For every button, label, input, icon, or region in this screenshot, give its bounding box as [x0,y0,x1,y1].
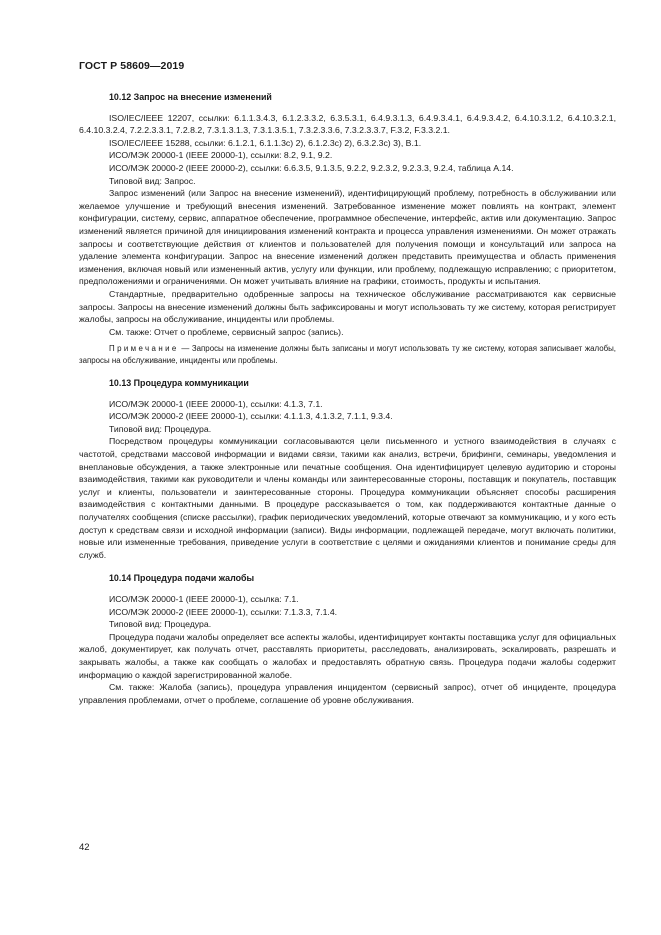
reference-line: ИСО/МЭК 20000-2 (IEEE 20000-2), ссылки: 6.6.3.5, 9.1.3.5, 9.2.2, 9.2.3.2, 9.2.3.3, 9.2.4, таблица A.14. [109,162,514,173]
body-paragraph: Посредством процедуры коммуникации согласовываются цели письменного и устного взаимодействия в случаях с частотой, средствами массовой информации и видами связи, такими как анализ, встречи, брифинги, семинары, уведомления и внеплановые обсуждения, а также электронные или печатные сообщения. Она идентифицирует целевую аудиторию и стороны взаимодействия, такими как руководители и члены команды или заинтересованные стороны, поставщик и покупатель, поставщик услуг и клиенты, пользователи и заинтересованные стороны. Процедура коммуникации объясняет способы расширения взаимодействия с контактными данными. В процедуре рассказывается о том, как поддерживаются контактные данные о получателях сообщения (списке рассылки), график периодических уведомлений, которые отвечают за коммуникацию, и у кого есть доступ к средствам связи и исходной информации (записи). Виды информации, подлежащей передаче, могут включать политики, новые или измененные требования, приведение услуги в соответствие с целями и ожиданиями клиентов и понимание среды для служб. [79,436,616,560]
section-10-13 [79,377,616,561]
reference-line: ISO/IEC/IEEE 15288, ссылки: 6.1.2.1, 6.1.1.3c) 2), 6.1.2.3c) 2), 6.3.2.3c) 3), B.1. [109,137,422,148]
reference-line: ИСО/МЭК 20000-1 (IEEE 20000-1), ссылки: 4.1.3, 7.1. [109,398,323,409]
document-body [79,91,616,706]
see-also-line: См. также: Отчет о проблеме, сервисный запрос (запись). [109,326,344,337]
section-heading: 10.12 Запрос на внесение изменений [109,92,272,102]
page-number: 42 [79,842,90,853]
reference-line: ИСО/МЭК 20000-1 (IEEE 20000-1), ссылки: 8.2, 9.1, 9.2. [109,150,333,161]
note-text: — Запросы на изменение должны быть записаны и могут использовать ту же систему, которая записывает жалобы, запросы на обслуживание, инциденты или проблемы. [79,344,616,365]
section-10-14 [79,572,616,706]
see-also-line: См. также: Жалоба (запись), процедура управления инцидентом (сервисный запрос), отчет об инциденте, процедура управления проблемами, отчет о проблеме, соглашение об уровне обслуживания. [79,682,616,705]
section-10-12 [79,91,616,366]
reference-line: ИСО/МЭК 20000-2 (IEEE 20000-1), ссылки: 7.1.3.3, 7.1.4. [109,606,338,617]
typical-view-line: Типовой вид: Запрос. [109,175,196,186]
section-heading: 10.13 Процедура коммуникации [109,378,249,389]
standard-id-header: ГОСТ Р 58609—2019 [79,60,185,72]
body-paragraph: Стандартные, предварительно одобренные запросы на техническое обслуживание рассматриваются как сервисные запросы. Запросы на внесение изменений должны быть зафиксированы и могут использовать ту же систему, которая регистрирует жалобы, запросы на обслуживание, инциденты или проблемы. [79,288,616,325]
note-label: Примечание [109,344,179,354]
reference-line: ISO/IEC/IEEE 12207, ссылки: 6.1.1.3.4.3, 6.1.2.3.3.2, 6.3.5.3.1, 6.4.9.3.1.3, 6.4.9.3.4.1, 6.4.9.3.4.2, 6.4.10.3.1.2, 6.4.10.3.2.1, 6.4.10.3.2.4, 7.2.2.3.3.1, 7.2.8.2, 7.3.1.3.1.3, 7.3.1.3.5.1, 7.3.2.3.3.6, 7.3.2.3.3.7, F.3.2, F.3.3.2.1. [79,112,616,136]
body-paragraph: Запрос изменений (или Запрос на внесение изменений), идентифицирующий проблему, потребность в обслуживании или желаемое улучшение и требующий внесения изменений. Затребованное изменение может повлиять на контракт, элемент конфигурации, систему, сервис, аппаратное обеспечение, программное обеспечение, интерфейс, актив или документацию. Запрос изменений является причиной для инициирования изменений контракта и процесса управления изменениями. Он может отражать запросы и соответствующие действия от клиентов и пользователей для получения помощи и консультаций или запроса на удаление элемента конфигурации. Запрос на внесение изменений должен представить преимущества и область применения изменения, включая новый или измененный актив, услугу или функции, или проблему, подлежащую исправлению; с приоритетом, предположениями и ограничениями. Он может учитывать влияние на графики, стоимость, продукты и испытания. [79,188,616,287]
typical-view-line: Типовой вид: Процедура. [109,423,212,434]
reference-line: ИСО/МЭК 20000-1 (IEEE 20000-1), ссылка: 7.1. [109,594,299,604]
typical-view-line: Типовой вид: Процедура. [109,619,212,630]
body-paragraph: Процедура подачи жалобы определяет все аспекты жалобы, идентифицирует контакты поставщика услуг для официальных жалоб, документирует, как получать отчет, расставлять приоритеты, расследовать, анализировать, эскалировать, разрешать и закрывать жалобы, а также как сообщать о жалобах и предоставлять обратную связь. Процедура подачи жалобы содержит информацию о каждой зарегистрированной жалобе. [79,631,616,680]
section-heading: 10.14 Процедура подачи жалобы [109,573,255,584]
note-paragraph [79,343,616,366]
reference-line: ИСО/МЭК 20000-2 (IEEE 20000-1), ссылки: 4.1.1.3, 4.1.3.2, 7.1.1, 9.3.4. [109,411,393,422]
